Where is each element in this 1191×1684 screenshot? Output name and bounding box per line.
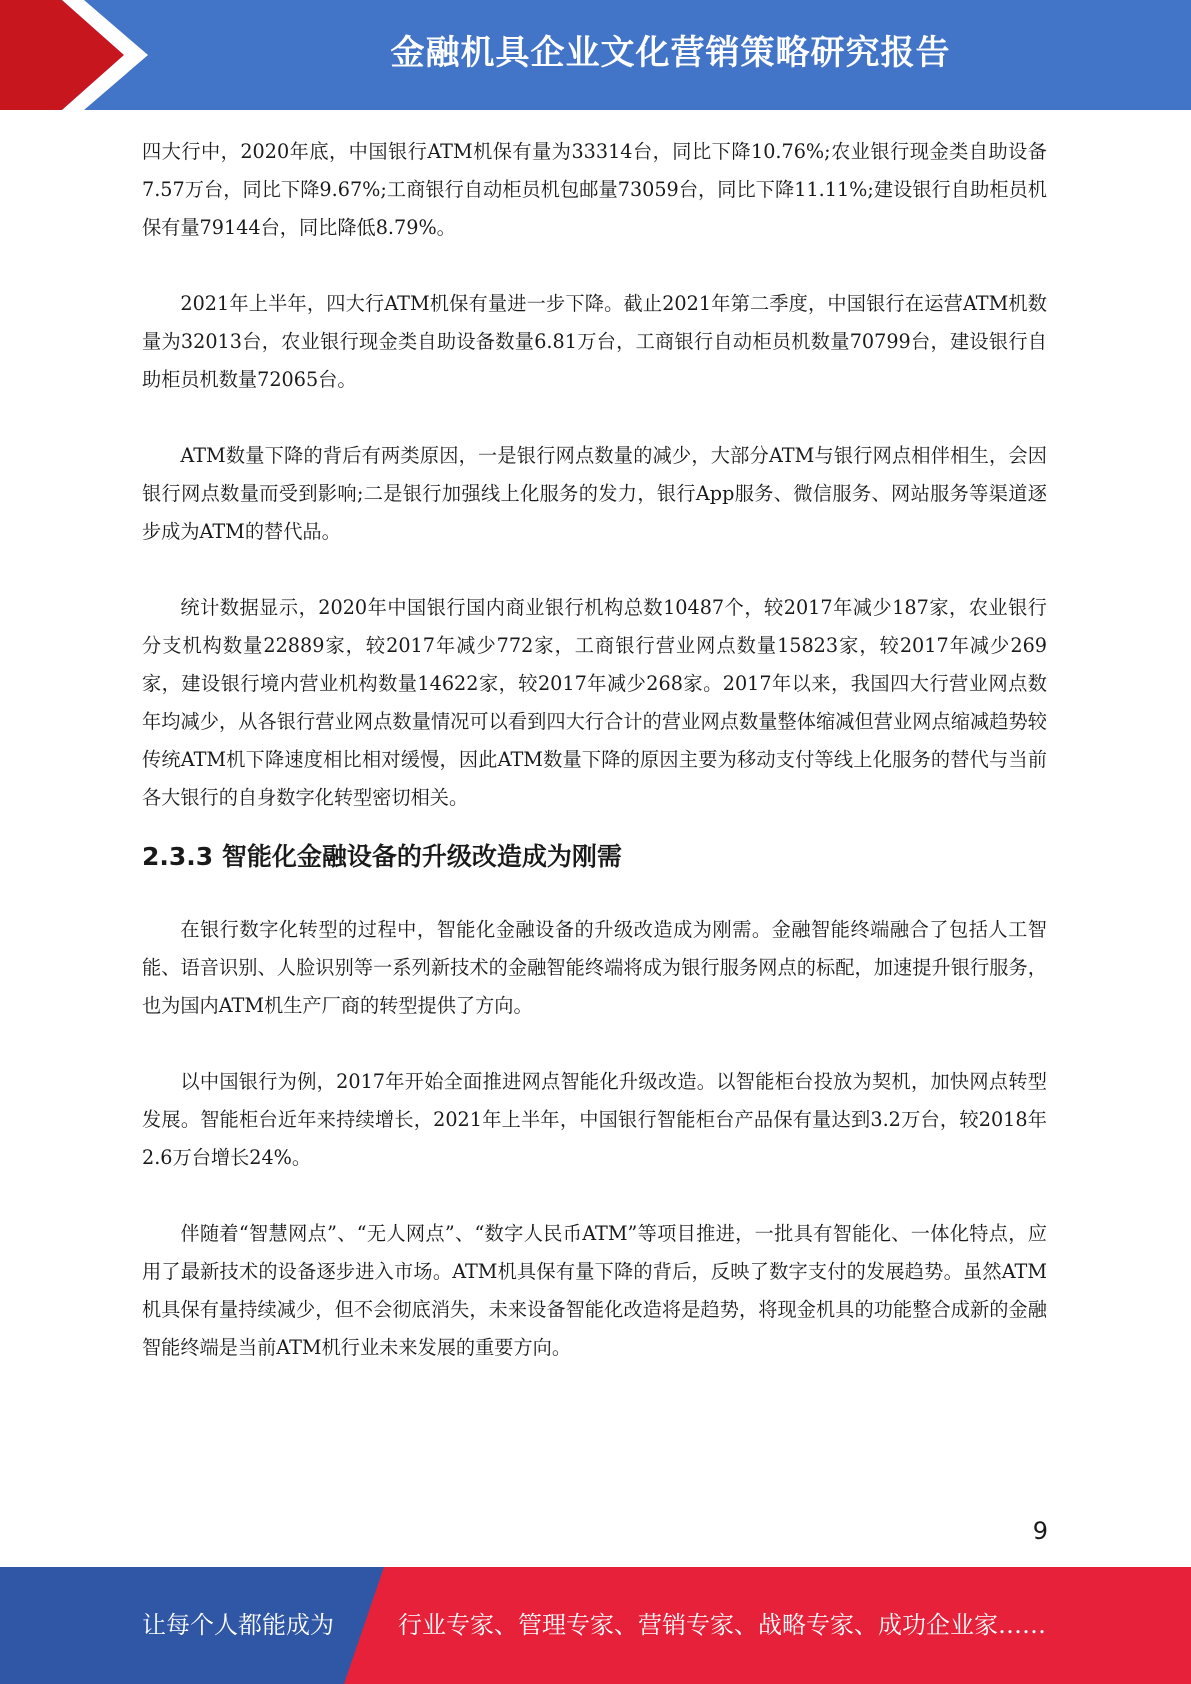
paragraph-4: 统计数据显示，2020年中国银行国内商业银行机构总数10487个，较2017年减少187家，农业银行分支机构数量22889家，较2017年减少772家，工商银行营业网点数量15823家，较2017年减少269家，建设银行境内营业机构数量14622家，较2017年减少268家。2017年以来，我国四大行营业网点数年均减少，从各银行营业网点数量情况可以看到四大行合计的营业网点数量整体缩减但营业网点缩减趋势较传统ATM机下降速度相比相对缓慢，因此ATM数量下降的原因主要为移动支付等线上化服务的替代与当前各大银行的自身数字化转型密切相关。 — [142, 596, 1047, 809]
page-footer — [0, 1567, 1191, 1684]
paragraph-3: ATM数量下降的背后有两类原因，一是银行网点数量的减少，大部分ATM与银行网点相伴相生，会因银行网点数量而受到影响;二是银行加强线上化服务的发力，银行App服务、微信服务、网站服务等渠道逐步成为ATM的替代品。 — [142, 444, 1047, 543]
paragraph-2: 2021年上半年，四大行ATM机保有量进一步下降。截止2021年第二季度，中国银行在运营ATM机数量为32013台，农业银行现金类自助设备数量6.81万台，工商银行自动柜员机数量70799台，建设银行自助柜员机数量72065台。 — [142, 292, 1047, 391]
report-title: 金融机具企业文化营销策略研究报告 — [390, 33, 951, 73]
footer-slogan-right: 行业专家、管理专家、营销专家、战略专家、成功企业家…… — [398, 1611, 1046, 1639]
section-paragraph-2: 以中国银行为例，2017年开始全面推进网点智能化升级改造。以智能柜台投放为契机，加快网点转型发展。智能柜台近年来持续增长，2021年上半年，中国银行智能柜台产品保有量达到3.2万台，较2018年2.6万台增长24%。 — [142, 1070, 1047, 1169]
page-number: 9 — [1032, 1517, 1048, 1545]
section-heading: 2.3.3 智能化金融设备的升级改造成为刚需 — [142, 842, 622, 871]
document-body — [142, 133, 1047, 1405]
section-paragraph-1: 在银行数字化转型的过程中，智能化金融设备的升级改造成为刚需。金融智能终端融合了包括人工智能、语音识别、人脸识别等一系列新技术的金融智能终端将成为银行服务网点的标配，加速提升银行服务，也为国内ATM机生产厂商的转型提供了方向。 — [142, 918, 1047, 1017]
paragraph-1: 四大行中，2020年底，中国银行ATM机保有量为33314台，同比下降10.76%;农业银行现金类自助设备7.57万台，同比下降9.67%;工商银行自动柜员机包邮量73059台，同比下降11.11%;建设银行自助柜员机保有量79144台，同比降低8.79%。 — [142, 140, 1047, 239]
page-header — [0, 0, 1191, 110]
footer-slogan-left: 让每个人都能成为 — [142, 1611, 334, 1639]
section-paragraph-3: 伴随着“智慧网点”、“无人网点”、“数字人民币ATM”等项目推进，一批具有智能化、一体化特点，应用了最新技术的设备逐步进入市场。ATM机具保有量下降的背后，反映了数字支付的发展趋势。虽然ATM机具保有量持续减少，但不会彻底消失，未来设备智能化改造将是趋势，将现金机具的功能整合成新的金融智能终端是当前ATM机行业未来发展的重要方向。 — [142, 1222, 1047, 1359]
